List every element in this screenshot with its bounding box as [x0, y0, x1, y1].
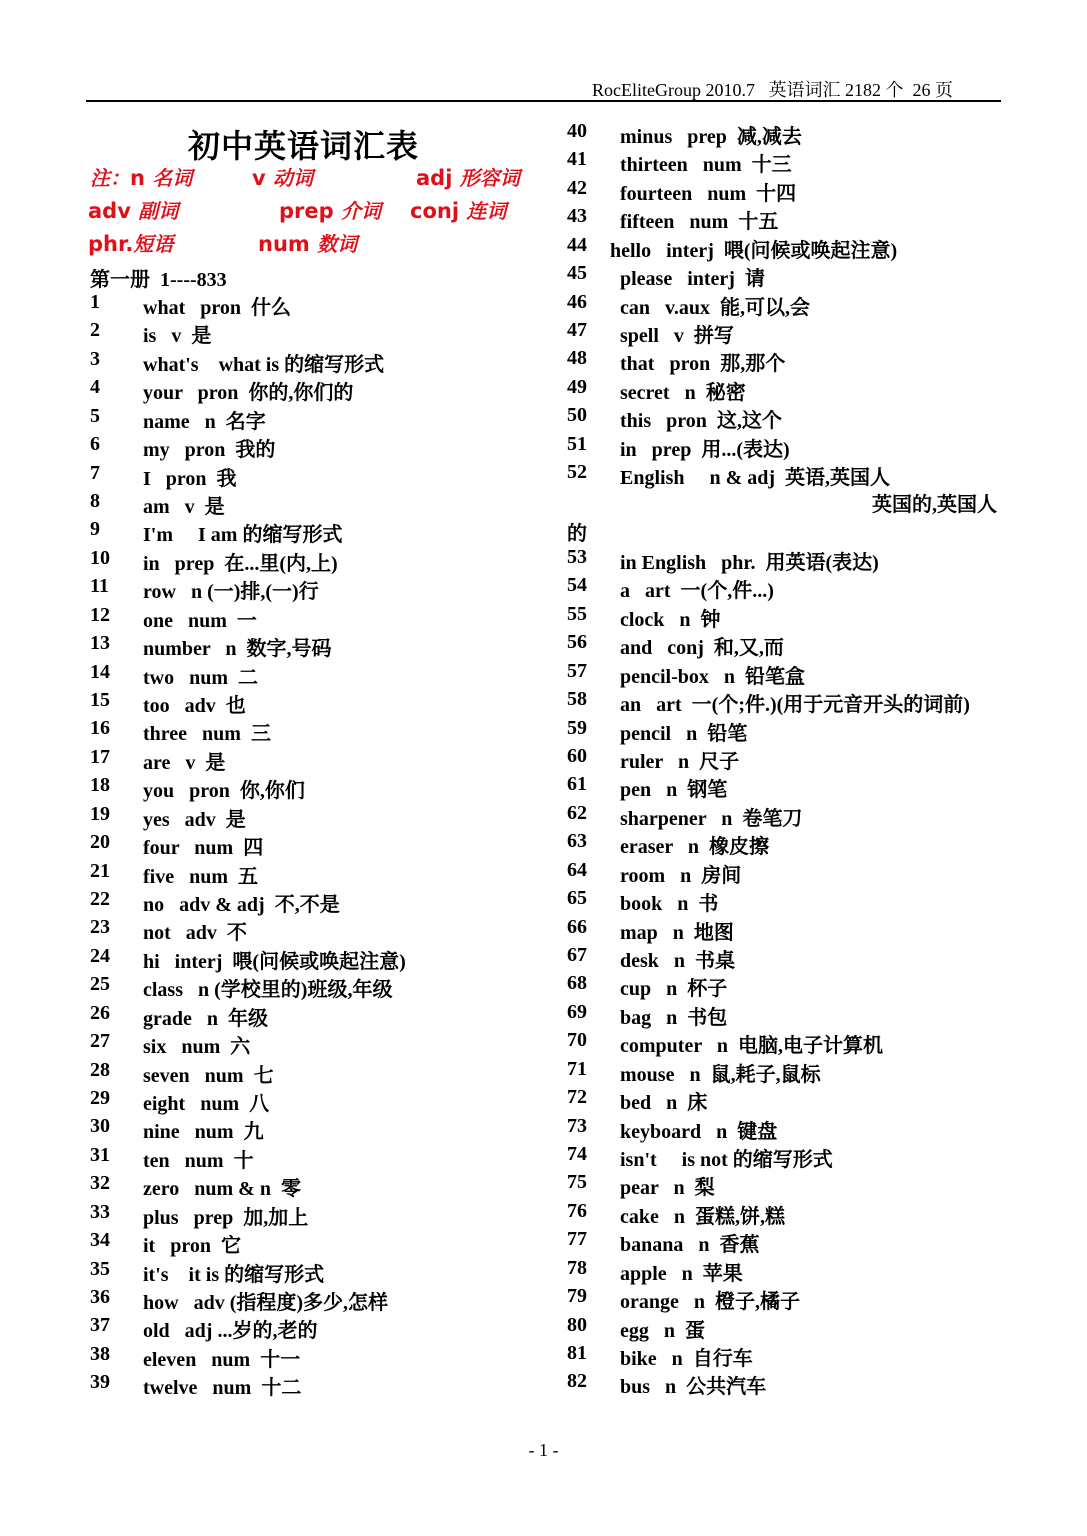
vocab-entry: banana n 香蕉	[620, 1234, 760, 1257]
legend-meaning: 连词	[466, 199, 507, 223]
vocab-number: 17	[90, 745, 110, 768]
vocab-number: 32	[90, 1172, 110, 1195]
vocab-entry: desk n 书桌	[620, 950, 736, 973]
vocab-number: 1	[90, 291, 100, 313]
vocab-number: 16	[90, 717, 110, 740]
vocab-entry: not adv 不	[143, 922, 247, 945]
vocab-entry: zero num & n 零	[143, 1178, 301, 1201]
vocab-entry: that pron 那,那个	[620, 353, 786, 376]
vocab-number: 61	[567, 773, 587, 796]
page-header: RocEliteGroup 2010.7 英语词汇 2182 个 26 页	[592, 80, 953, 100]
vocab-entry: fourteen num 十四	[620, 182, 797, 205]
vocab-entry: egg n 蛋	[620, 1319, 705, 1342]
vocab-number: 57	[567, 659, 587, 682]
vocab-entry: keyboard n 键盘	[620, 1120, 778, 1143]
vocab-entry: how adv (指程度)多少,怎样	[143, 1292, 389, 1315]
vocab-entry: plus prep 加,加上	[143, 1206, 309, 1229]
vocab-number: 39	[90, 1371, 110, 1394]
vocab-number: 18	[90, 774, 110, 797]
vocab-entry: grade n 年级	[143, 1007, 268, 1030]
vocab-number: 60	[567, 745, 587, 767]
vocab-entry: ruler n 尺子	[620, 751, 740, 773]
vocab-entry: orange n 橙子,橘子	[620, 1291, 800, 1314]
vocab-number: 12	[90, 603, 110, 626]
vocab-number: 74	[567, 1143, 587, 1166]
vocab-number: 56	[567, 631, 587, 654]
legend-abbr: prep	[279, 199, 334, 223]
legend-note-prefix: 注：	[90, 166, 130, 190]
vocab-number: 48	[567, 347, 587, 370]
legend-abbr: adv	[88, 199, 131, 223]
legend-meaning: 介词	[340, 199, 381, 223]
vocab-number: 9	[90, 518, 100, 541]
vocab-entry: bed n 床	[620, 1092, 708, 1115]
vocab-entry: in English phr. 用英语(表达)	[620, 552, 879, 574]
vocab-entry: six num 六	[143, 1036, 251, 1059]
vocab-number: 36	[90, 1286, 110, 1309]
legend-item-prep	[279, 195, 381, 224]
vocab-number: 43	[567, 205, 587, 228]
vocab-entry: ten num 十	[143, 1149, 254, 1172]
legend-meaning: 动词	[273, 166, 314, 190]
vocab-entry: English n & adj 英语,英国人	[620, 467, 891, 490]
vocab-entry: five num 五	[143, 865, 258, 888]
vocab-entry: nine num 九	[143, 1121, 264, 1144]
vocab-entry: my pron 我的	[143, 439, 276, 462]
vocab-entry: pen n 钢笔	[620, 779, 728, 802]
vocab-entry: minus prep 减,减去	[620, 126, 802, 148]
vocab-entry: pencil-box n 铅笔盒	[620, 665, 806, 688]
vocab-number: 31	[90, 1143, 110, 1166]
vocab-number: 7	[90, 461, 100, 484]
vocab-number: 33	[90, 1200, 110, 1223]
vocab-entry: bag n 书包	[620, 1006, 728, 1029]
vocab-entry: sharpener n 卷笔刀	[620, 807, 803, 830]
vocab-number: 34	[90, 1229, 110, 1252]
vocab-number: 40	[567, 120, 587, 142]
vocab-number: 71	[567, 1057, 587, 1080]
legend-item-conj	[410, 195, 506, 224]
vocab-entry: hello interj 喂(问候或唤起注意)	[610, 239, 898, 262]
page-title: 初中英语词汇表	[188, 127, 420, 165]
entry-52-tail: 的	[567, 523, 587, 545]
vocab-entry: is v 是	[143, 325, 212, 348]
vocab-number: 14	[90, 660, 110, 683]
vocab-entry: cup n 杯子	[620, 978, 728, 1001]
vocab-number: 73	[567, 1114, 587, 1137]
vocab-entry: and conj 和,又,而	[620, 637, 784, 660]
vocab-entry: in prep 用...(表达)	[620, 438, 790, 461]
vocab-entry: mouse n 鼠,耗子,鼠标	[620, 1063, 821, 1086]
vocab-number: 8	[90, 490, 100, 512]
vocab-number: 53	[567, 546, 587, 568]
legend-item-adv	[88, 195, 178, 224]
vocab-entry: your pron 你的,你们的	[143, 382, 354, 405]
vocab-number: 66	[567, 915, 587, 938]
vocab-entry: please interj 请	[620, 268, 765, 291]
legend-abbr: v	[252, 166, 266, 190]
vocab-number: 37	[90, 1314, 110, 1337]
vocab-number: 77	[567, 1228, 587, 1251]
vocab-entry: class n (学校里的)班级,年级	[143, 979, 393, 1002]
vocab-number: 2	[90, 319, 100, 342]
vocab-entry: one num 一	[143, 609, 257, 632]
vocab-number: 82	[567, 1370, 587, 1393]
vocab-entry: seven num 七	[143, 1064, 274, 1087]
vocab-entry: fifteen num 十五	[620, 211, 779, 234]
vocab-number: 50	[567, 404, 587, 427]
vocab-entry: in prep 在...里(内,上)	[143, 552, 338, 575]
legend-abbr: adj	[416, 166, 453, 190]
vocab-number: 58	[567, 688, 587, 711]
vocab-entry: bus n 公共汽车	[620, 1376, 767, 1399]
vocab-number: 11	[90, 575, 109, 598]
vocab-number: 75	[567, 1171, 587, 1194]
legend-meaning: 数词	[317, 232, 358, 256]
vocab-number: 79	[567, 1285, 587, 1308]
vocab-number: 70	[567, 1029, 587, 1052]
vocab-entry: bike n 自行车	[620, 1348, 753, 1371]
vocab-entry: am v 是	[143, 496, 225, 518]
legend-meaning: 短语	[133, 232, 174, 256]
vocab-number: 51	[567, 432, 587, 455]
vocab-entry: what pron 什么	[143, 297, 291, 319]
vocab-number: 25	[90, 973, 110, 996]
vocab-entry: secret n 秘密	[620, 381, 746, 404]
vocab-number: 28	[90, 1058, 110, 1081]
legend-meaning: 形容词	[459, 166, 520, 190]
legend-item-num	[258, 228, 357, 257]
vocab-number: 27	[90, 1030, 110, 1053]
vocab-entry: too adv 也	[143, 695, 246, 718]
vocab-number: 49	[567, 375, 587, 398]
vocab-entry: two num 二	[143, 666, 259, 689]
vocab-number: 15	[90, 689, 110, 712]
legend-meaning: 名词	[152, 166, 193, 190]
vocab-entry: isn't is not 的缩写形式	[620, 1149, 833, 1172]
vocab-entry: yes adv 是	[143, 808, 246, 831]
vocab-entry: twelve num 十二	[143, 1377, 302, 1400]
vocab-entry: spell v 拼写	[620, 325, 734, 347]
vocab-number: 3	[90, 347, 100, 370]
vocab-entry: room n 房间	[620, 864, 742, 887]
vocab-entry: eraser n 橡皮擦	[620, 836, 770, 859]
vocab-number: 21	[90, 859, 110, 882]
vocab-number: 63	[567, 830, 587, 853]
entry-52-continuation: 英国的,英国人	[872, 494, 997, 516]
vocab-number: 46	[567, 290, 587, 313]
vocab-entry: pencil n 铅笔	[620, 722, 748, 745]
vocab-number: 67	[567, 944, 587, 967]
legend-abbr: num	[258, 232, 310, 256]
vocab-number: 13	[90, 632, 110, 655]
vocab-entry: eleven num 十一	[143, 1348, 301, 1371]
vocab-number: 59	[567, 716, 587, 739]
vocab-number: 45	[567, 262, 587, 285]
vocab-number: 30	[90, 1115, 110, 1138]
vocab-number: 80	[567, 1313, 587, 1336]
vocab-entry: name n 名字	[143, 410, 266, 433]
vocab-number: 78	[567, 1256, 587, 1279]
vocab-number: 69	[567, 1000, 587, 1023]
vocab-entry: an art 一(个;件.)(用于元音开头的词前)	[620, 694, 970, 717]
vocab-entry: computer n 电脑,电子计算机	[620, 1035, 883, 1058]
vocab-entry: no adv & adj 不,不是	[143, 894, 340, 917]
vocab-number: 10	[90, 546, 110, 569]
legend-item-phr	[88, 228, 173, 257]
legend-item-adj	[416, 162, 520, 191]
vocab-entry: pear n 梨	[620, 1177, 715, 1200]
vocab-entry: cake n 蛋糕,饼,糕	[620, 1205, 785, 1228]
vocab-entry: are v 是	[143, 751, 226, 774]
vocab-number: 38	[90, 1342, 110, 1365]
vocab-number: 6	[90, 433, 100, 456]
vocab-entry: clock n 钟	[620, 608, 721, 631]
vocab-number: 81	[567, 1342, 587, 1365]
vocab-number: 22	[90, 888, 110, 911]
legend-line-1	[90, 162, 192, 191]
vocab-number: 35	[90, 1257, 110, 1280]
vocab-number: 5	[90, 404, 100, 427]
vocab-number: 55	[567, 602, 587, 625]
vocab-number: 29	[90, 1087, 110, 1110]
vocab-number: 26	[90, 1001, 110, 1024]
vocab-entry: book n 书	[620, 893, 719, 916]
vocab-number: 72	[567, 1086, 587, 1109]
legend-item-v	[252, 162, 313, 191]
vocab-number: 42	[567, 176, 587, 199]
vocab-number: 47	[567, 319, 587, 341]
vocab-entry: row n (一)排,(一)行	[143, 581, 319, 604]
vocab-entry: three num 三	[143, 723, 271, 746]
vocab-number: 76	[567, 1199, 587, 1222]
vocab-number: 64	[567, 858, 587, 881]
vocab-number: 41	[567, 148, 587, 171]
vocab-number: 24	[90, 944, 110, 967]
vocab-number: 54	[567, 574, 587, 597]
legend-meaning: 副词	[138, 199, 179, 223]
vocab-entry: thirteen num 十三	[620, 154, 792, 177]
vocab-number: 44	[567, 233, 587, 256]
legend-abbr: conj	[410, 199, 460, 223]
vocab-entry: eight num 八	[143, 1093, 270, 1116]
vocab-entry: a art 一(个,件...)	[620, 580, 774, 603]
vocab-entry: this pron 这,这个	[620, 410, 782, 433]
vocab-entry: number n 数字,号码	[143, 638, 332, 661]
section-heading: 第一册 1----833	[90, 269, 227, 291]
vocab-entry: you pron 你,你们	[143, 780, 305, 803]
legend-abbr: phr.	[88, 232, 134, 256]
vocab-number: 62	[567, 801, 587, 824]
vocab-number: 68	[567, 972, 587, 995]
vocab-entry: it's it is 的缩写形式	[143, 1263, 325, 1286]
vocab-entry: apple n 苹果	[620, 1262, 743, 1285]
page-number: - 1 -	[528, 1440, 559, 1460]
vocab-entry: four num 四	[143, 837, 264, 860]
vocab-number: 4	[90, 376, 100, 399]
vocab-number: 65	[567, 887, 587, 910]
vocab-entry: hi interj 喂(问候或唤起注意)	[143, 950, 406, 973]
vocab-number: 52	[567, 461, 587, 484]
legend-abbr: n	[130, 166, 145, 190]
vocab-number: 23	[90, 916, 110, 939]
vocab-entry: can v.aux 能,可以,会	[620, 296, 811, 319]
vocab-entry: map n 地图	[620, 921, 734, 944]
vocab-entry: old adj ...岁的,老的	[143, 1320, 318, 1343]
header-rule	[86, 100, 1001, 102]
vocab-entry: what's what is 的缩写形式	[143, 353, 385, 376]
vocab-number: 20	[90, 831, 110, 854]
vocab-entry: I'm I am 的缩写形式	[143, 524, 343, 547]
vocab-entry: it pron 它	[143, 1235, 241, 1258]
vocab-entry: I pron 我	[143, 467, 237, 490]
vocab-number: 19	[90, 802, 110, 825]
